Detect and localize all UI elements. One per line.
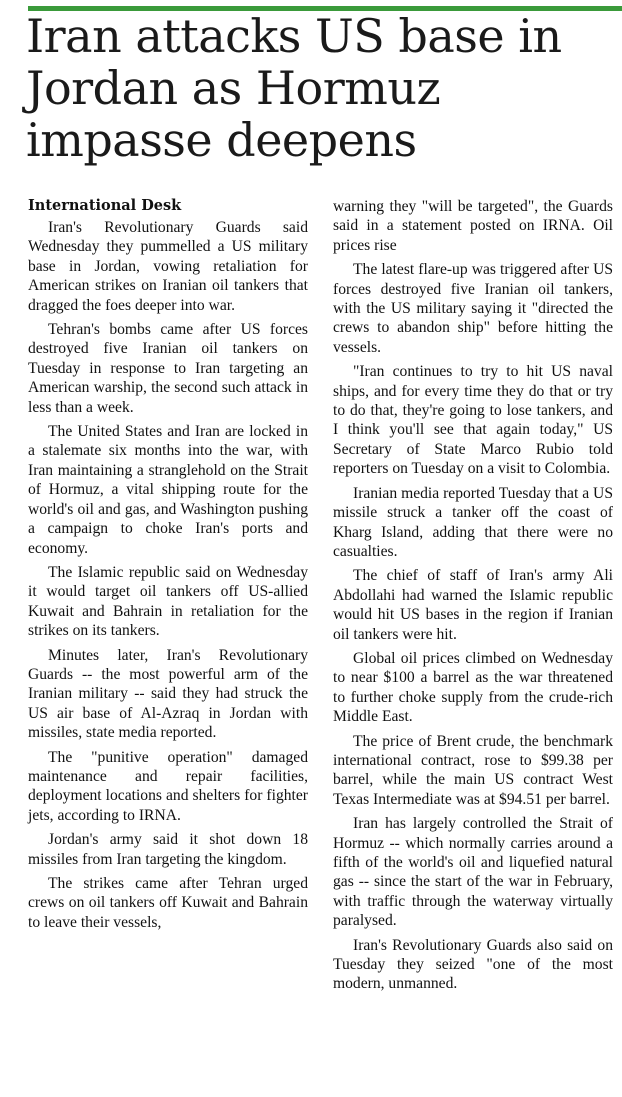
article-paragraph-continued: warning they "will be targeted", the Guards said in a statement posted on IRNA. Oil prices rise <box>333 198 613 254</box>
article-column-left <box>28 196 308 937</box>
article-paragraph: Iran has largely controlled the Strait of Hormuz -- which normally carries around a fifth of the world's oil and liquefied natural gas -- since the start of the war in February, with traffic through the waterway virtually paralysed. <box>333 815 613 930</box>
article-paragraph: Iran's Revolutionary Guards said Wednesday they pummelled a US military base in Jordan, vowing retaliation for American strikes on Iranian oil tankers that dragged the foes deeper into war. <box>28 219 308 314</box>
article-paragraph: The price of Brent crude, the benchmark international contract, rose to $99.38 per barrel, while the main US contract West Texas Intermediate was at $94.51 per barrel. <box>333 732 613 808</box>
article-paragraph: Iran's Revolutionary Guards also said on Tuesday they seized "one of the most modern, unmanned. <box>333 936 613 993</box>
article-paragraph: "Iran continues to try to hit US naval ships, and for every time they do that or try to do that, they're going to lose tankers, and I think you'll see that again today," US Secretary of State Marco Rubio told reporters on Tuesday on a visit to Colombia. <box>333 363 613 478</box>
article-paragraph: The latest flare-up was triggered after US forces destroyed five Iranian oil tankers, with the US military saying it "directed the crews to abandon ship" before hitting the vessels. <box>333 261 613 356</box>
article-paragraph: The chief of staff of Iran's army Ali Abdollahi had warned the Islamic republic would hit US bases in the region if Iranian oil tankers were hit. <box>333 567 613 643</box>
headline-line: Iran attacks US base in <box>26 9 562 63</box>
article-paragraph: Jordan's army said it shot down 18 missiles from Iran targeting the kingdom. <box>28 831 308 868</box>
headline-line: Jordan as Hormuz <box>26 61 441 115</box>
byline: International Desk <box>28 197 182 214</box>
headline <box>26 10 616 166</box>
article-paragraph: Iranian media reported Tuesday that a US missile struck a tanker off the coast of Kharg Island, adding that there were no casualties. <box>333 484 613 560</box>
headline-line: impasse deepens <box>26 113 417 167</box>
article-paragraph: Tehran's bombs came after US forces destroyed five Iranian oil tankers on Tuesday in response to Iran targeting an American warship, the second such attack in less than a week. <box>28 321 308 416</box>
article-paragraph: Minutes later, Iran's Revolutionary Guards -- the most powerful arm of the Iranian military -- said they had struck the US air base of Al-Azraq in Jordan with missiles, state media reported. <box>28 646 308 742</box>
article-paragraph: The strikes came after Tehran urged crews on oil tankers off Kuwait and Bahrain to leave their vessels, <box>28 875 308 931</box>
article-paragraph: Global oil prices climbed on Wednesday to near $100 a barrel as the war threatened to further choke supply from the crude-rich Middle East. <box>333 649 613 726</box>
article-paragraph: The United States and Iran are locked in a stalemate six months into the war, with Iran maintaining a stranglehold on the Strait of Hormuz, a vital shipping route for the world's oil and gas, and Washington pushing a campaign to choke Iran's ports and economy. <box>28 423 308 557</box>
article-paragraph: The "punitive operation" damaged maintenance and repair facilities, deployment locations and shelters for fighter jets, according to IRNA. <box>28 748 308 824</box>
article-paragraph: The Islamic republic said on Wednesday it would target oil tankers off US-allied Kuwait and Bahrain in retaliation for the strikes on its tankers. <box>28 563 308 640</box>
article-column-right <box>333 197 613 999</box>
